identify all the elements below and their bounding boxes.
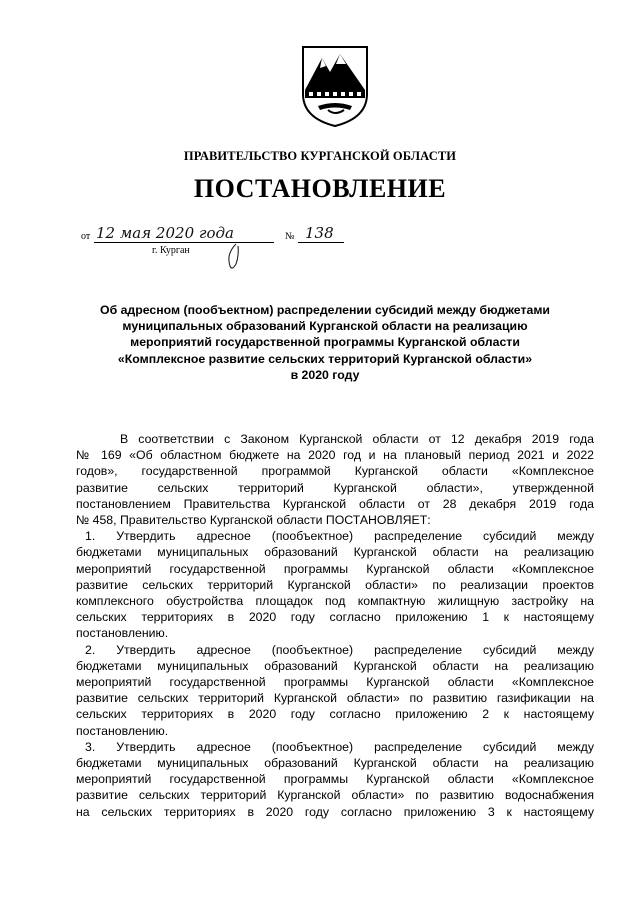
item-line: бюджетами муниципальных образований Курганской области на реализацию <box>76 756 594 771</box>
number-handwritten: 138 <box>305 224 334 242</box>
preamble-line: развитие сельских территорий Курганской области», утвержденной <box>76 480 594 495</box>
preamble-line: № 458, Правительство Курганской области ПОСТАНОВЛЯЕТ: <box>76 513 431 528</box>
title-line: мероприятий государственной программы Курганской области <box>130 335 520 350</box>
date-prefix: от <box>81 231 91 242</box>
item-line: развитие сельских территорий Курганской области» по реализации проектов <box>76 577 594 592</box>
item-line: 1. Утвердить адресное (пообъектное) распределение субсидий между <box>85 529 594 544</box>
date-handwritten: 12 мая 2020 года <box>96 224 234 242</box>
item-line: 3. Утвердить адресное (пообъектное) распределение субсидий между <box>85 739 594 754</box>
item-line: сельских территориях в 2020 году согласно приложению 2 к настоящему <box>76 707 594 722</box>
title-line: Об адресном (пообъектном) распределении субсидий между бюджетами <box>100 303 550 317</box>
number-prefix: № <box>285 231 295 242</box>
item-line: постановлению. <box>76 723 169 738</box>
title-line: муниципальных образований Курганской области на реализацию <box>122 319 528 334</box>
item-line: мероприятий государственной программы Курганской области «Комплексное <box>76 675 594 690</box>
preamble-line: годов», государственной программой Курганской области «Комплексное <box>76 464 594 479</box>
item-line: комплексного обустройства площадок под компактную жилищную застройку на <box>76 594 594 609</box>
item-line: развитие сельских территорий Курганской области» по развитию водоснабжения <box>76 788 594 803</box>
title-line: «Комплексное развитие сельских территорий Курганской области» <box>117 351 533 366</box>
item-line: бюджетами муниципальных образований Курганской области на реализацию <box>76 545 594 560</box>
preamble-line: № 169 «Об областном бюджете на 2020 год и на плановый период 2021 и 2022 <box>76 448 594 463</box>
document-title <box>60 302 590 383</box>
organization-name: ПРАВИТЕЛЬСТВО КУРГАНСКОЙ ОБЛАСТИ <box>183 149 457 163</box>
item-line: на сельских территориях в 2020 году согласно приложению 3 к настоящему <box>76 804 594 819</box>
number-underline <box>298 242 344 243</box>
item-line: 2. Утвердить адресное (пообъектное) распределение субсидий между <box>85 642 594 657</box>
resolution-item-2 <box>76 642 594 739</box>
item-line: сельских территориях в 2020 году согласно приложению 1 к настоящему <box>76 610 594 625</box>
preamble-line: В соответствии с Законом Курганской области от 12 декабря 2019 года <box>120 432 594 446</box>
document-type-heading: ПОСТАНОВЛЕНИЕ <box>193 174 447 203</box>
preamble-line: постановлением Правительства Курганской области от 28 декабря 2019 года <box>76 496 594 511</box>
resolution-item-3 <box>76 739 594 820</box>
item-line: постановлению. <box>76 626 169 641</box>
preamble-paragraph <box>76 431 594 528</box>
handwritten-stroke <box>222 242 248 272</box>
document-body <box>76 431 594 820</box>
item-line: бюджетами муниципальных образований Курганской области на реализацию <box>76 658 594 673</box>
coat-of-arms-emblem <box>300 44 370 128</box>
resolution-item-1 <box>76 528 594 641</box>
item-line: мероприятий государственной программы Курганской области «Комплексное <box>76 561 594 576</box>
item-line: развитие сельских территорий Курганской области» по развитию газификации на <box>76 691 594 706</box>
item-line: мероприятий государственной программы Курганской области «Комплексное <box>76 772 594 787</box>
city-label: г. Курган <box>152 245 190 256</box>
title-line: в 2020 году <box>290 367 360 382</box>
